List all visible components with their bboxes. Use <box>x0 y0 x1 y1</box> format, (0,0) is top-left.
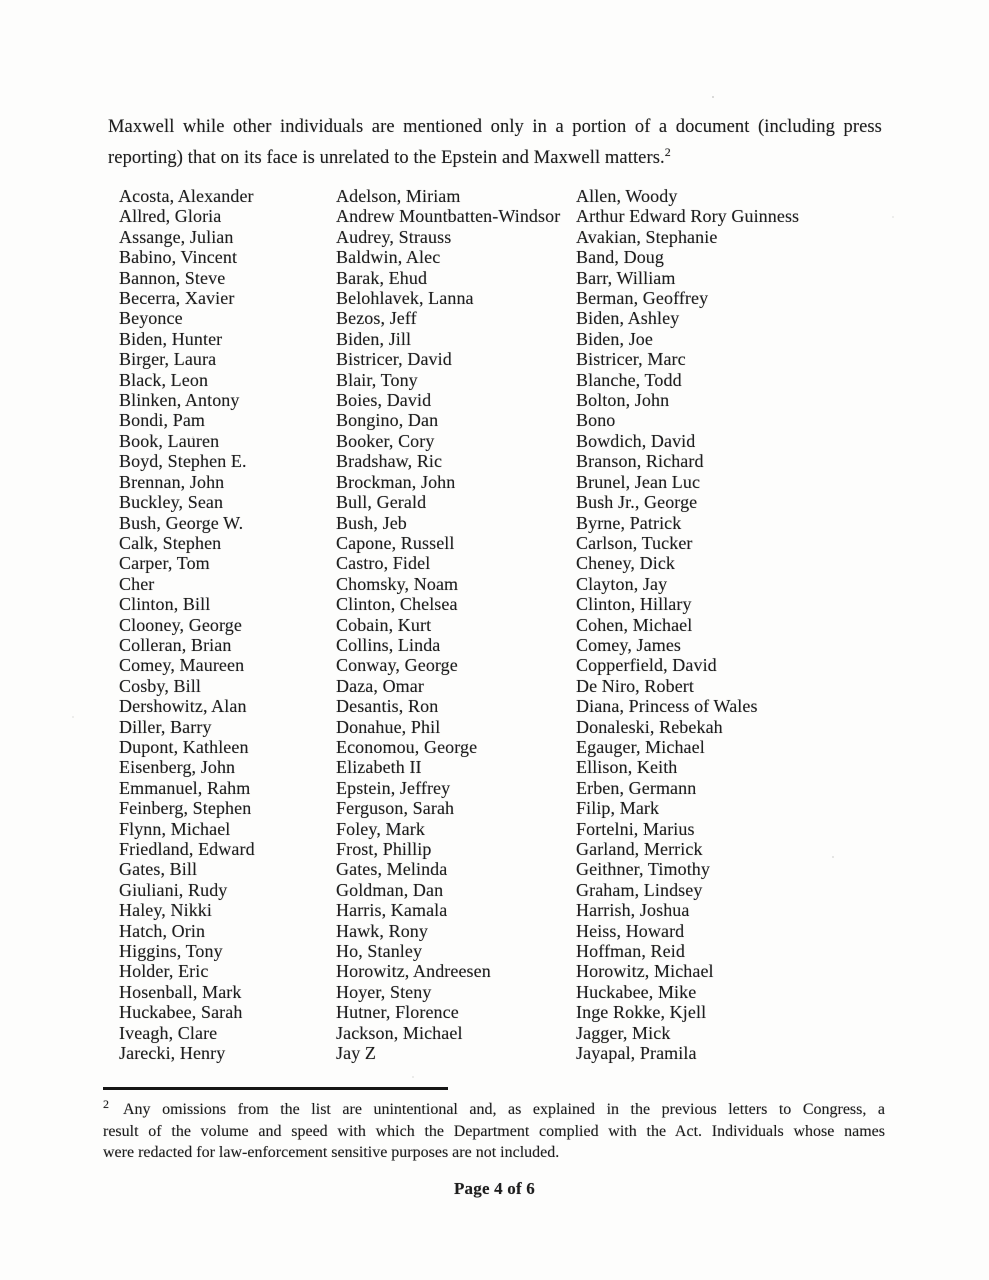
name-entry: Economou, George <box>336 736 478 757</box>
name-entry: Biden, Jill <box>336 328 412 349</box>
name-entry: Chomsky, Noam <box>336 573 459 594</box>
name-entry: Jarecki, Henry <box>119 1043 226 1064</box>
name-entry: Fortelni, Marius <box>576 818 695 839</box>
names-column-2 <box>336 186 560 1063</box>
name-entry: Birger, Laura <box>119 349 217 370</box>
name-entry: Graham, Lindsey <box>576 879 703 900</box>
name-entry: Barak, Ehud <box>336 267 428 288</box>
name-entry: Becerra, Xavier <box>119 288 235 309</box>
name-entry: Bistricer, Marc <box>576 349 686 370</box>
name-entry: Desantis, Ron <box>336 696 439 717</box>
name-entry: Cher <box>119 573 155 594</box>
name-entry: Bono <box>576 410 616 431</box>
name-entry: Capone, Russell <box>336 532 455 553</box>
name-entry: Bolton, John <box>576 390 670 411</box>
name-entry: Adelson, Miriam <box>336 186 461 206</box>
name-entry: Eisenberg, John <box>119 757 236 778</box>
name-entry: Barr, William <box>576 267 676 288</box>
name-entry: Blair, Tony <box>336 369 418 390</box>
name-entry: Higgins, Tony <box>119 941 223 962</box>
intro-paragraph <box>108 112 882 174</box>
name-entry: Bongino, Dan <box>336 410 439 431</box>
name-entry: Erben, Germann <box>576 777 697 798</box>
name-entry: Giuliani, Rudy <box>119 879 228 900</box>
intro-line-1: Maxwell while other individuals are mentioned only in a portion of a document (including press <box>108 117 882 137</box>
name-entry: Feinberg, Stephen <box>119 798 252 819</box>
name-entry: Egauger, Michael <box>576 736 705 757</box>
name-entry: Bradshaw, Ric <box>336 451 443 472</box>
name-entry: Diller, Barry <box>119 716 212 737</box>
name-entry: Copperfield, David <box>576 655 717 676</box>
name-entry: Ferguson, Sarah <box>336 798 455 819</box>
name-entry: Dupont, Kathleen <box>119 736 249 757</box>
name-entry: Jackson, Michael <box>336 1022 463 1043</box>
name-entry: Hoyer, Steny <box>336 981 432 1002</box>
name-entry: Blinken, Antony <box>119 390 240 411</box>
name-entry: Garland, Merrick <box>576 839 703 859</box>
name-entry: Andrew Mountbatten-Windsor <box>336 206 561 227</box>
name-entry: Gates, Melinda <box>336 859 448 880</box>
name-entry: Goldman, Dan <box>336 879 444 900</box>
footnote-marker: 2 <box>103 1096 109 1111</box>
footnote-line-2: result of the volume and speed with which the Department complied with the Act. Individuals whose names <box>103 1122 885 1140</box>
name-entry: Bondi, Pam <box>119 410 206 431</box>
name-entry: Flynn, Michael <box>119 818 231 839</box>
footnote-line-3: were redacted for law-enforcement sensitive purposes are not included. <box>103 1144 560 1161</box>
name-entry: Biden, Joe <box>576 328 653 349</box>
name-entry: Horowitz, Michael <box>576 961 714 982</box>
name-entry: Jay Z <box>336 1043 376 1064</box>
name-entry: Avakian, Stephanie <box>576 226 718 247</box>
name-entry: Bull, Gerald <box>336 492 427 513</box>
name-entry: Blanche, Todd <box>576 369 682 390</box>
name-entry: Allen, Woody <box>576 186 678 206</box>
name-entry: Band, Doug <box>576 247 664 268</box>
name-entry: Harrish, Joshua <box>576 900 690 921</box>
name-entry: Harris, Kamala <box>336 900 448 921</box>
name-entry: Clayton, Jay <box>576 573 668 594</box>
name-entry: Clinton, Hillary <box>576 594 692 615</box>
name-entry: Collins, Linda <box>336 634 441 655</box>
name-entry: Brennan, John <box>119 471 225 492</box>
footnote-divider <box>103 1087 448 1090</box>
name-entry: Huckabee, Sarah <box>119 1002 243 1023</box>
name-entry: Epstein, Jeffrey <box>336 777 451 798</box>
name-entry: Bush, George W. <box>119 512 244 533</box>
name-entry: Colleran, Brian <box>119 634 232 655</box>
name-entry: Hosenball, Mark <box>119 981 242 1002</box>
name-entry: Friedland, Edward <box>119 839 255 859</box>
name-entry: Holder, Eric <box>119 961 209 982</box>
name-entry: Foley, Mark <box>336 818 425 839</box>
name-entry: Bowdich, David <box>576 430 696 451</box>
name-entry: Gates, Bill <box>119 859 198 880</box>
name-entry: Boyd, Stephen E. <box>119 451 247 472</box>
name-entry: Emmanuel, Rahm <box>119 777 251 798</box>
name-entry: Branson, Richard <box>576 451 704 472</box>
name-entry: Calk, Stephen <box>119 532 222 553</box>
name-entry: Haley, Nikki <box>119 900 213 921</box>
name-entry: Carper, Tom <box>119 553 210 574</box>
scan-speckles <box>712 96 714 98</box>
name-entry: Clinton, Chelsea <box>336 594 458 615</box>
name-entry: Cobain, Kurt <box>336 614 432 635</box>
name-entry: Brunel, Jean Luc <box>576 471 701 492</box>
name-entry: Belohlavek, Lanna <box>336 288 474 309</box>
name-entry: Bezos, Jeff <box>336 308 417 329</box>
footnote-reference: 2 <box>664 144 671 159</box>
name-entry: Dershowitz, Alan <box>119 696 247 717</box>
name-entry: Brockman, John <box>336 471 456 492</box>
name-entry: Audrey, Strauss <box>336 226 452 247</box>
name-entry: Baldwin, Alec <box>336 247 441 268</box>
name-entry: Buckley, Sean <box>119 492 224 513</box>
name-entry: Carlson, Tucker <box>576 532 693 553</box>
name-entry: Jagger, Mick <box>576 1022 671 1043</box>
name-entry: Donahue, Phil <box>336 716 441 737</box>
name-entry: Bush, Jeb <box>336 512 407 533</box>
name-entry: Byrne, Patrick <box>576 512 682 533</box>
name-entry: Assange, Julian <box>119 226 234 247</box>
name-entry: Elizabeth II <box>336 757 422 778</box>
name-entry: Arthur Edward Rory Guinness <box>576 206 800 227</box>
name-entry: Ho, Stanley <box>336 941 423 962</box>
name-entry: Cosby, Bill <box>119 675 201 696</box>
name-entry: Horowitz, Andreesen <box>336 961 491 982</box>
name-entry: Geithner, Timothy <box>576 859 710 880</box>
name-entry: Bush Jr., George <box>576 492 698 513</box>
intro-line-2-text: reporting) that on its face is unrelated to the Epstein and Maxwell matters. <box>108 148 665 168</box>
name-entry: Inge Rokke, Kjell <box>576 1002 707 1023</box>
name-entry: Bannon, Steve <box>119 267 226 288</box>
name-entry: Beyonce <box>119 308 183 329</box>
name-entry: Acosta, Alexander <box>119 186 254 206</box>
name-entry: Huckabee, Mike <box>576 981 697 1002</box>
name-entry: Bistricer, David <box>336 349 452 370</box>
name-entry: Castro, Fidel <box>336 553 431 574</box>
footnote-line-1 <box>103 1096 885 1121</box>
name-entry: Clinton, Bill <box>119 594 211 615</box>
name-entry: Hoffman, Reid <box>576 941 685 962</box>
name-entry: Book, Lauren <box>119 430 220 451</box>
name-entry: Berman, Geoffrey <box>576 288 709 309</box>
name-entry: Boies, David <box>336 390 432 411</box>
footnote-line-1-text: Any omissions from the list are unintentional and, as explained in the previous letters to Congress, a <box>123 1101 885 1118</box>
names-column-1 <box>119 186 255 1063</box>
name-entry: Biden, Hunter <box>119 328 223 349</box>
name-entry: Babino, Vincent <box>119 247 238 268</box>
footnote <box>103 1096 885 1164</box>
name-entry: Diana, Princess of Wales <box>576 696 758 717</box>
name-entry: Biden, Ashley <box>576 308 680 329</box>
name-entry: Frost, Phillip <box>336 839 432 859</box>
name-entry: Jayapal, Pramila <box>576 1043 697 1064</box>
name-entry: Ellison, Keith <box>576 757 678 778</box>
name-entry: Hawk, Rony <box>336 920 428 941</box>
name-entry: Hatch, Orin <box>119 920 206 941</box>
name-entry: Filip, Mark <box>576 798 660 819</box>
name-entry: De Niro, Robert <box>576 675 694 696</box>
name-entry: Daza, Omar <box>336 675 424 696</box>
name-entry: Comey, James <box>576 634 682 655</box>
name-entry: Black, Leon <box>119 369 209 390</box>
intro-line-2 <box>108 144 671 168</box>
name-entry: Cohen, Michael <box>576 614 693 635</box>
name-entry: Booker, Cory <box>336 430 435 451</box>
name-entry: Comey, Maureen <box>119 655 245 676</box>
name-entry: Cheney, Dick <box>576 553 676 574</box>
names-column-3 <box>576 186 799 1063</box>
name-entry: Heiss, Howard <box>576 920 685 941</box>
page-number: Page 4 of 6 <box>453 1179 536 1198</box>
name-entry: Donaleski, Rebekah <box>576 716 723 737</box>
name-entry: Hutner, Florence <box>336 1002 459 1023</box>
name-entry: Clooney, George <box>119 614 242 635</box>
name-entry: Allred, Gloria <box>119 206 222 227</box>
name-entry: Iveagh, Clare <box>119 1022 218 1043</box>
name-entry: Conway, George <box>336 655 458 676</box>
